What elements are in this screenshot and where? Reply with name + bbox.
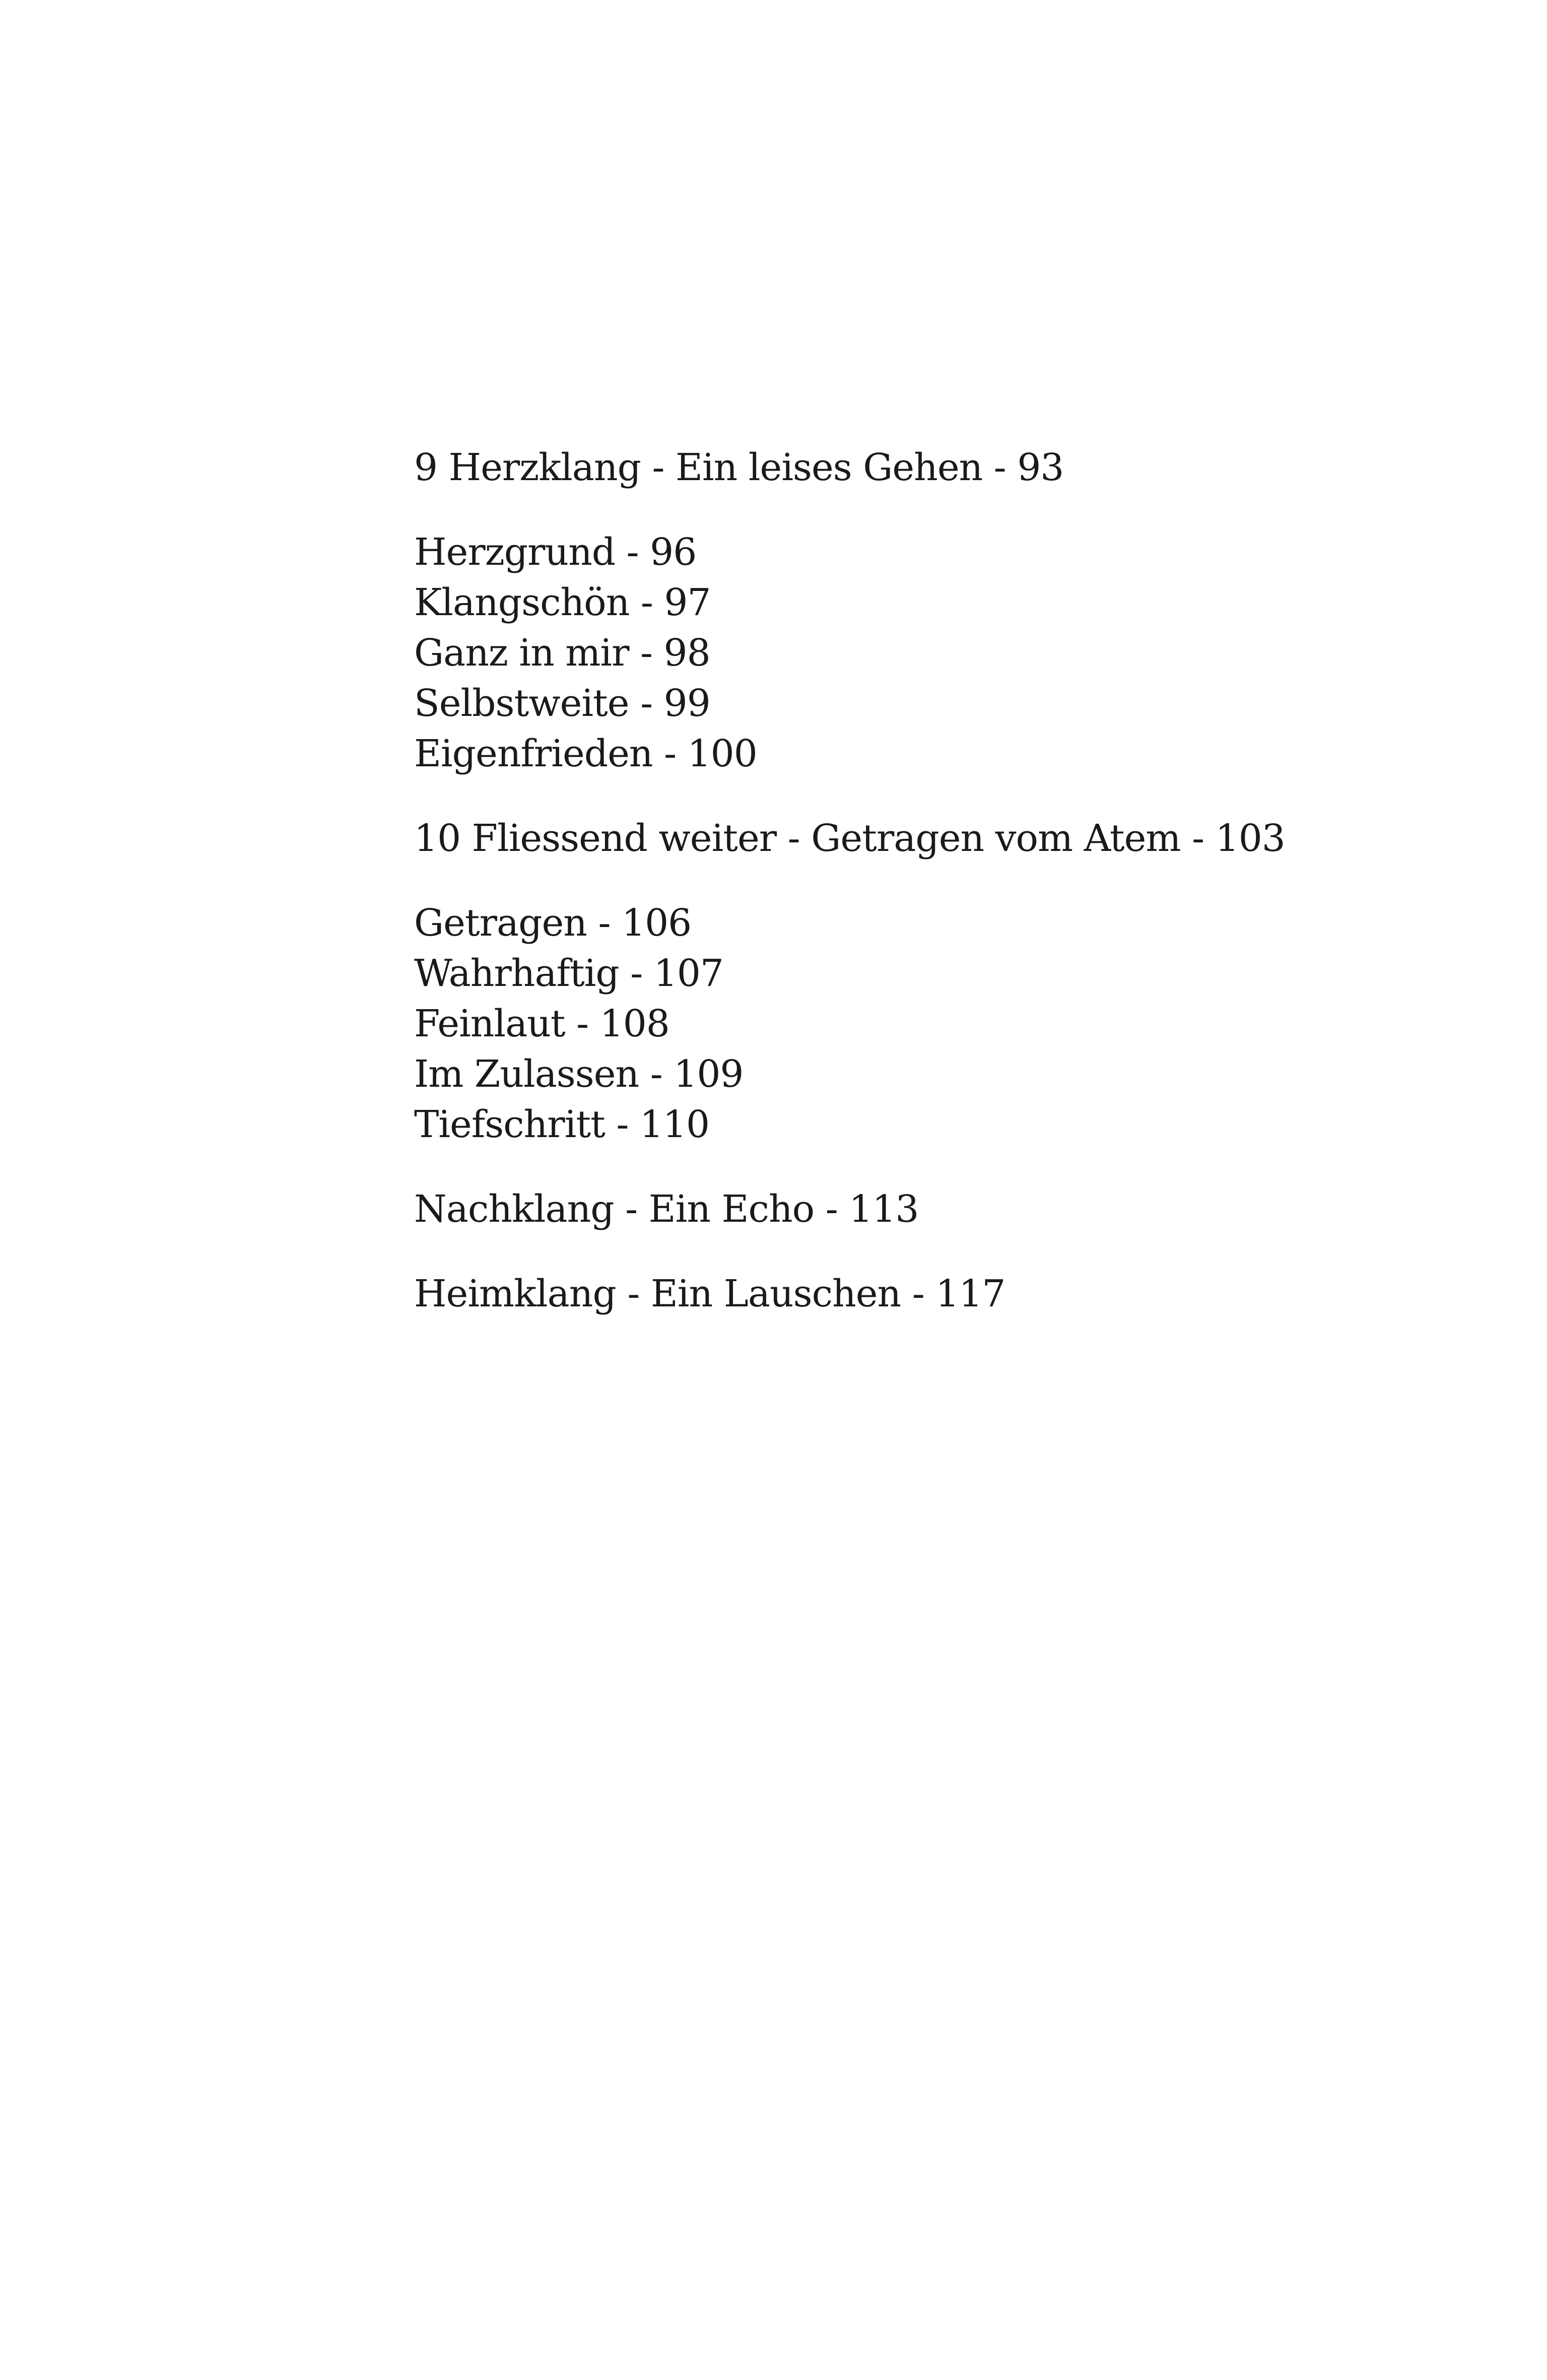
toc-chapter-9 [414,442,1422,493]
toc-entry: Klangschön - 97 [414,581,711,624]
toc-entry: Tiefschritt - 110 [414,1103,710,1146]
toc-entry: Selbstweite - 99 [414,682,710,725]
table-of-contents [414,442,1422,1319]
toc-chapter-10 [414,813,1422,864]
toc-heimklang [414,1269,1422,1319]
toc-group-10 [414,898,1422,1150]
toc-entry: Ganz in mir - 98 [414,631,710,675]
toc-nachklang [414,1184,1422,1234]
chapter-heading: Heimklang - Ein Lauschen - 117 [414,1272,1005,1315]
chapter-heading: 10 Fliessend weiter - Getragen vom Atem - 103 [414,817,1285,860]
toc-entry: Eigenfrieden - 100 [414,732,757,775]
toc-entry: Im Zulassen - 109 [414,1052,744,1096]
toc-entry: Getragen - 106 [414,901,692,945]
chapter-heading: Nachklang - Ein Echo - 113 [414,1187,919,1231]
toc-entry: Wahrhaftig - 107 [414,952,724,995]
toc-group-9 [414,527,1422,779]
toc-entry: Feinlaut - 108 [414,1002,669,1045]
chapter-heading: 9 Herzklang - Ein leises Gehen - 93 [414,446,1064,489]
toc-entry: Herzgrund - 96 [414,531,697,574]
